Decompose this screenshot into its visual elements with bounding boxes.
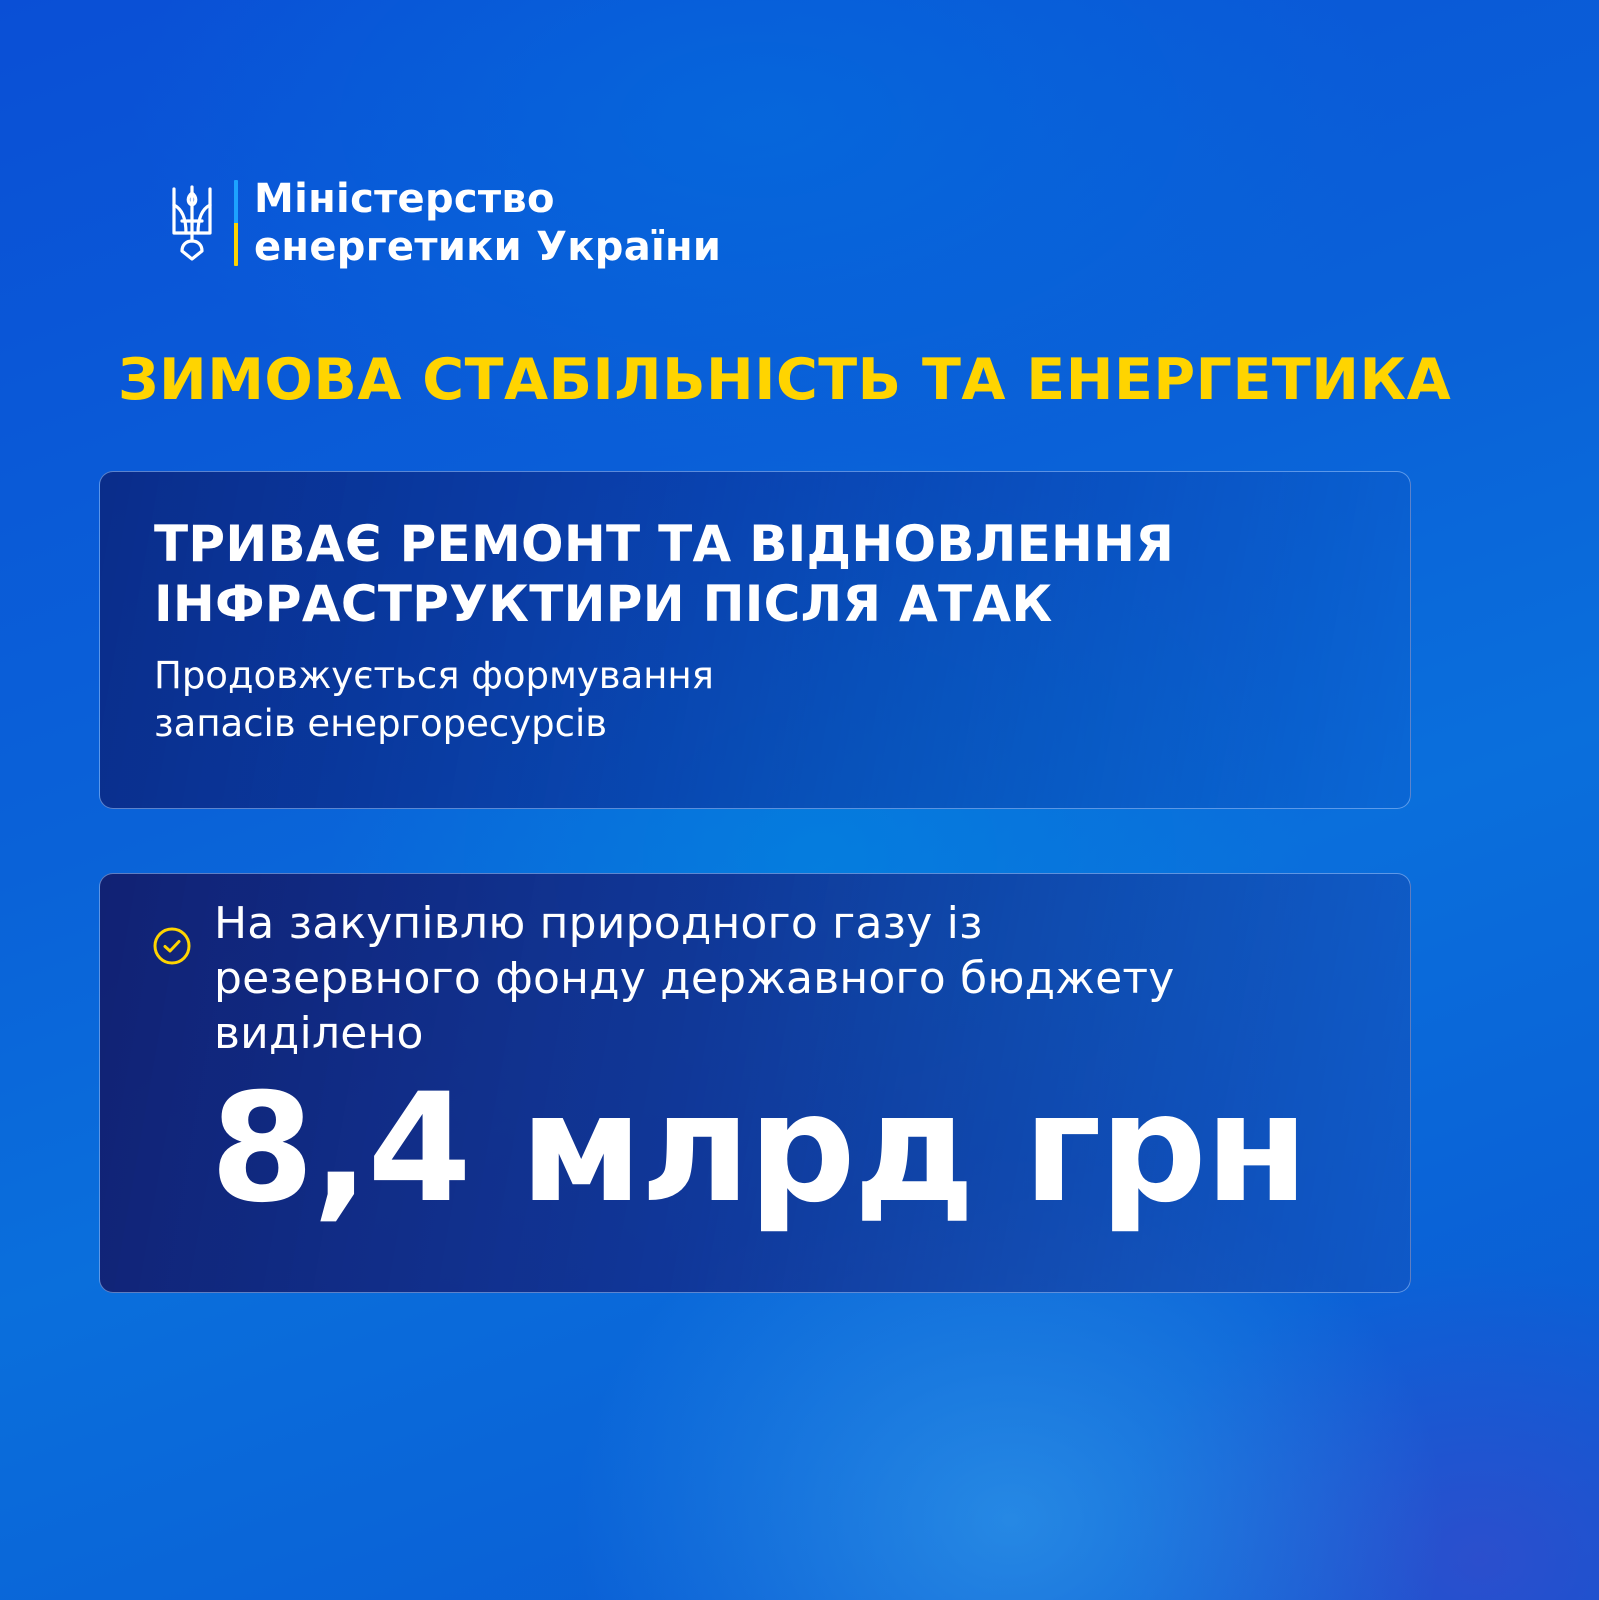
repair-card-title-line-1: ТРИВАЄ РЕМОНТ ТА ВІДНОВЛЕННЯ <box>154 515 1175 573</box>
gas-funding-text-line-3: виділено <box>214 1008 424 1059</box>
trident-coat-of-arms-icon <box>168 183 216 263</box>
gas-funding-text <box>214 896 1174 1061</box>
repair-card-title-line-2: ІНФРАСТРУКТИРИ ПІСЛЯ АТАК <box>154 575 1053 633</box>
repair-card-subtitle-line-2: запасів енергоресурсів <box>154 702 608 745</box>
gas-funding-text-line-1: На закупівлю природного газу із <box>214 898 983 949</box>
logo-divider <box>234 180 238 266</box>
gas-funding-text-line-2: резервного фонду державного бюджету <box>214 953 1175 1004</box>
check-circle-icon <box>152 926 192 966</box>
repair-card-title <box>154 514 1174 634</box>
ministry-logo <box>168 178 721 268</box>
infrastructure-repair-card <box>99 471 1411 809</box>
ministry-name-line-2: енергетики України <box>254 224 722 270</box>
ministry-name-line-1: Міністерство <box>254 176 555 222</box>
ministry-name <box>254 175 721 271</box>
repair-card-subtitle-line-1: Продовжується формування <box>154 654 714 697</box>
page-title: ЗИМОВА СТАБІЛЬНІСТЬ ТА ЕНЕРГЕТИКА <box>118 347 1452 413</box>
repair-card-subtitle <box>154 652 714 748</box>
funding-amount: 8,4 млрд грн <box>210 1062 1307 1236</box>
gas-funding-card <box>99 873 1411 1293</box>
